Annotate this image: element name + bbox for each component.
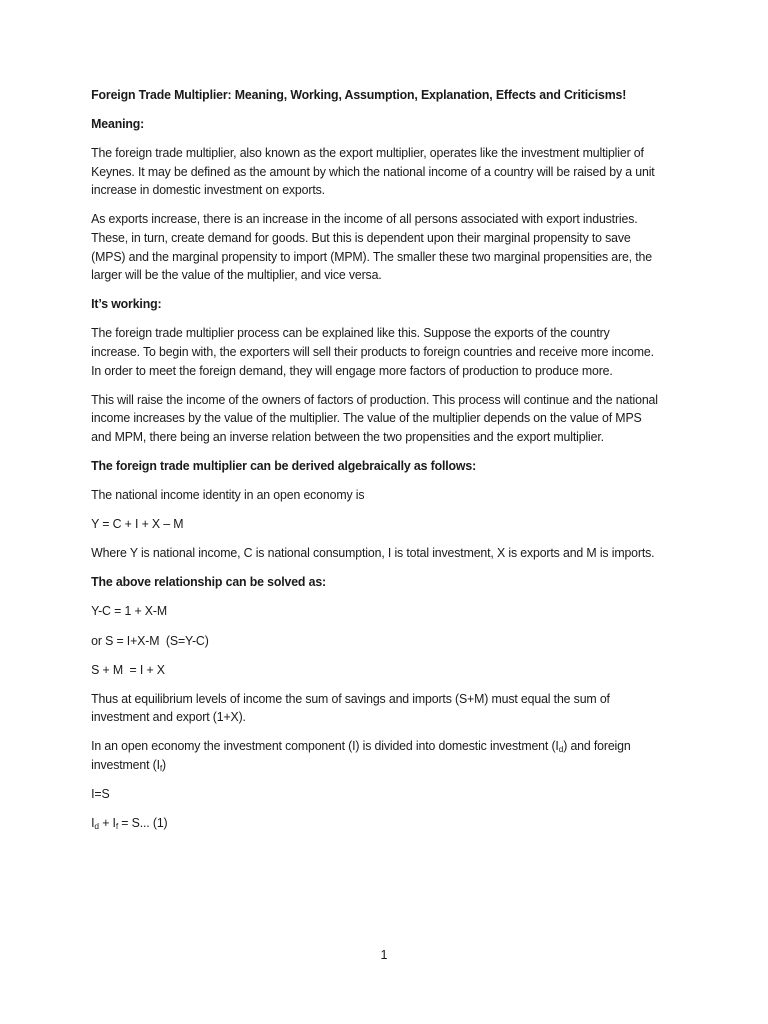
equation: Y = C + I + X – M [91,517,184,532]
paragraph: The national income identity in an open economy is [91,488,365,503]
paragraph: The foreign trade multiplier, also known as the export multiplier, operates like the investment multiplier of Keynes. It may be defined as the amount by which the national income of a country will be raised by a unit increase in domestic investment on exports. [91,146,655,198]
section-heading-derivation: The foreign trade multiplier can be derived algebraically as follows: [91,459,477,473]
equation: S + M = I + X [91,662,165,677]
equation: or S = I+X-M (S=Y-C) [91,633,209,648]
text: + I [98,816,116,831]
paragraph: The foreign trade multiplier process can be explained like this. Suppose the exports of the country increase. To begin with, the exporters will sell their products to foreign countries and receive more income. In order to meet the foreign demand, they will engage more factors of production to produce more. [91,326,654,378]
text: = S... (1) [118,816,168,831]
subscript: f [159,763,163,774]
text: ) [162,758,167,773]
subscript: f [115,821,119,832]
document-title: Foreign Trade Multiplier: Meaning, Working, Assumption, Explanation, Effects and Criticisms! [91,88,627,102]
text: ) and foreign investment (I [91,739,631,773]
subscript: d [558,744,564,755]
section-heading-working: It’s working: [91,297,162,312]
equation: Y-C = 1 + X-M [91,604,167,619]
section-heading-solved: The above relationship can be solved as: [91,575,327,590]
equation-1 [91,814,658,833]
section-heading-meaning: Meaning: [91,117,145,132]
page-number: 1 [380,948,388,962]
text: In an open economy the investment component (I) is divided into domestic investment (I [91,739,559,754]
text: I [91,816,95,831]
paragraph: Where Y is national income, C is national consumption, I is total investment, X is exports and M is imports. [91,546,655,561]
paragraph: Thus at equilibrium levels of income the sum of savings and imports (S+M) must equal the sum of investment and export (1+X). [91,691,610,725]
paragraph-open-economy [91,737,658,774]
paragraph: As exports increase, there is an increase in the income of all persons associated with export industries. These, in turn, create demand for goods. But this is dependent upon their marginal propensity to save (MPS) and the marginal propensity to import (MPM). The smaller these two marginal propensities are, the larger will be the value of the multiplier, and vice versa. [91,212,652,283]
subscript: d [94,821,99,832]
paragraph: This will raise the income of the owners of factors of production. This process will continue and the national income increases by the value of the multiplier. The value of the multiplier depends on the value of MPS and MPM, there being an inverse relation between the two propensities and the export multiplier. [91,392,658,444]
equation: I=S [91,787,110,802]
